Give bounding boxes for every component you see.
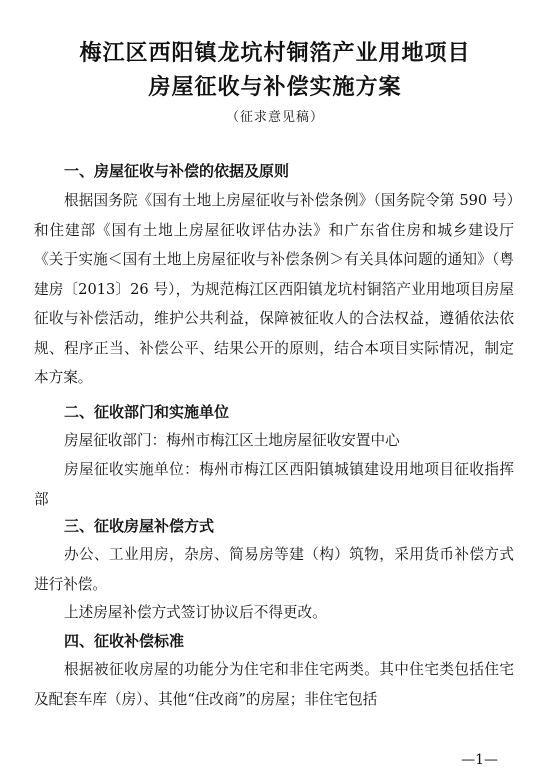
document-title-line-1: 梅江区西阳镇龙坑村铜箔产业用地项目 <box>79 40 471 66</box>
document-title-line-2: 房屋征收与补偿实施方案 <box>148 74 402 100</box>
section-2-paragraph-2: 房屋征收实施单位：梅州市梅江区西阳镇城镇建设用地项目征收指挥部 <box>34 461 514 508</box>
section-1-paragraph-1: 根据国务院《国有土地上房屋征收与补偿条例》（国务院令第 590 号）和住建部《国有土地上房屋征收评估办法》和广东省住房和城乡建设厅《关于实施＜国有土地上房屋征收与补偿条例＞有关具体问题的通知》（粤建房〔2013〕26 号），为规范梅江区西阳镇龙坑村铜箔产业用地项目房屋征收与补偿活动，维护公共利益，保障被征收人的合法权益，遵循依法依规、程序正当、补偿公平、结果公开的原则，结合本项目实际情况，制定本方案。 <box>34 192 514 386</box>
section-4-paragraph-1: 根据被征收房屋的功能分为住宅和非住宅两类。其中住宅类包括住宅及配套车库（房）、其他“住改商”的房屋；非住宅包括 <box>34 661 514 708</box>
section-1-heading: 一、房屋征收与补偿的依据及原则 <box>64 162 290 180</box>
page-number: —1— <box>461 752 498 768</box>
section-2-heading: 二、征收部门和实施单位 <box>64 403 230 421</box>
document-subtitle: （征求意见稿） <box>225 110 324 125</box>
section-4-heading: 四、征收补偿标准 <box>64 632 185 650</box>
section-3-paragraph-2: 上述房屋补偿方式签订协议后不得更改。 <box>64 604 327 621</box>
section-2-paragraph-1: 房屋征收部门：梅州市梅江区土地房屋征收安置中心 <box>64 432 400 449</box>
section-3-paragraph-1: 办公、工业用房，杂房、简易房等建（构）筑物，采用货币补偿方式进行补偿。 <box>34 546 514 593</box>
section-3-heading: 三、征收房屋补偿方式 <box>64 517 215 535</box>
